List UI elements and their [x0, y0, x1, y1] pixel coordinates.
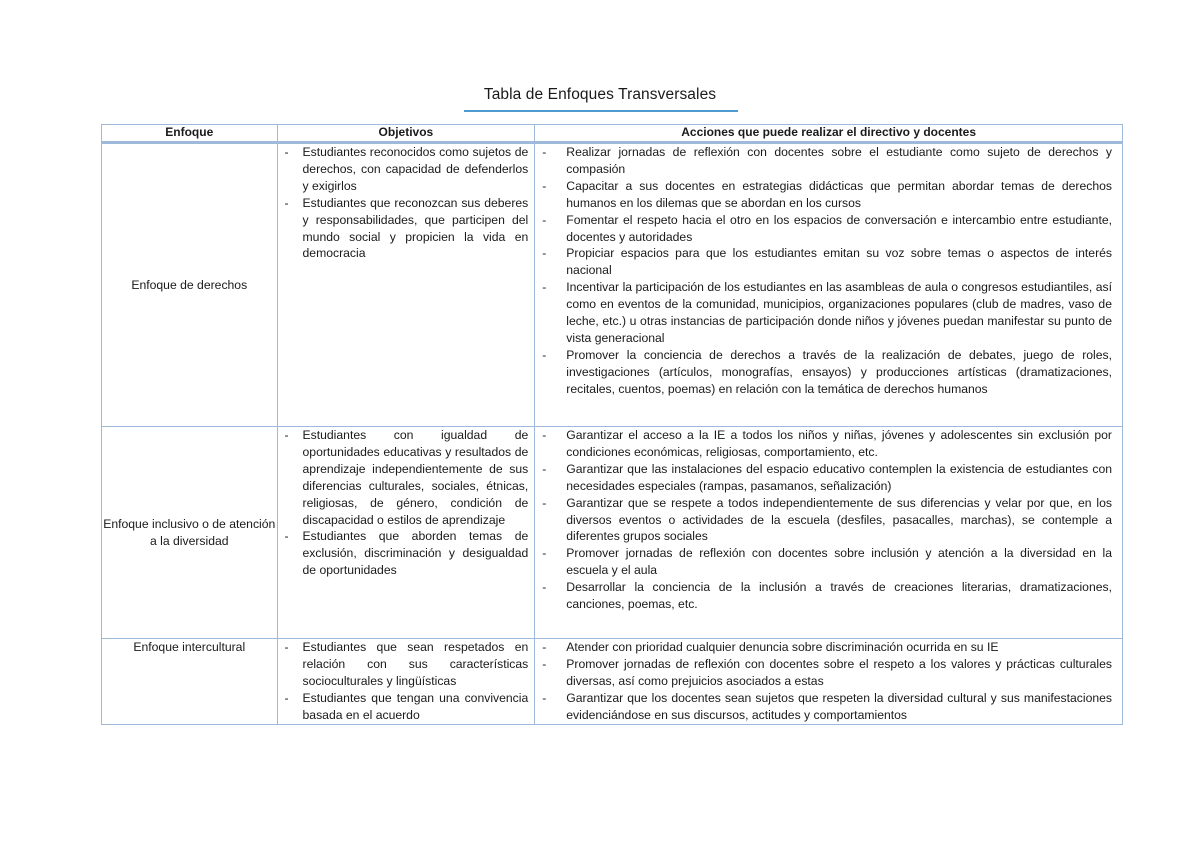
accion-item: - Promover jornadas de reflexión con docentes sobre inclusión y atención a la diversidad en la escuela y el aula — [535, 545, 1122, 579]
acciones-cell — [535, 143, 1123, 427]
header-objetivos: Objetivos — [277, 125, 535, 143]
accion-item: - Atender con prioridad cualquier denuncia sobre discriminación ocurrida en su IE — [535, 639, 1122, 656]
table-row — [102, 639, 1123, 725]
objetivo-item: - Estudiantes que tengan una convivencia basada en el acuerdo — [278, 690, 535, 724]
accion-item: - Promover la conciencia de derechos a través de la realización de debates, juego de roles, investigaciones (artículos, monografías, ensayos) y producciones artísticas (dramatizaciones, recitales, cuentos, poemas) en relación con la temática de derechos humanos — [535, 347, 1122, 398]
objetivos-cell — [277, 427, 535, 639]
table-header-row — [102, 125, 1123, 143]
accion-item: - Capacitar a sus docentes en estrategias didácticas que permitan abordar temas de derechos humanos en los dilemas que se abordan en los cursos — [535, 178, 1122, 212]
enfoque-cell: Enfoque inclusivo o de atención a la diversidad — [102, 427, 278, 639]
objetivos-cell — [277, 639, 535, 725]
objetivo-item: - Estudiantes que aborden temas de exclusión, discriminación y desigualdad de oportunidades — [278, 528, 535, 579]
title-underline — [464, 110, 738, 112]
acciones-cell — [535, 639, 1123, 725]
accion-item: - Fomentar el respeto hacia el otro en los espacios de conversación e intercambio entre estudiante, docentes y autoridades — [535, 212, 1122, 246]
objetivo-item: - Estudiantes con igualdad de oportunidades educativas y resultados de aprendizaje independientemente de sus diferencias culturales, sociales, étnicas, religiosas, de género, condición de discapacidad o estilos de aprendizaje — [278, 427, 535, 528]
enfoques-table — [101, 124, 1123, 725]
enfoque-cell: Enfoque intercultural — [102, 639, 278, 725]
header-enfoque: Enfoque — [102, 125, 278, 143]
acciones-cell — [535, 427, 1123, 639]
accion-item: - Incentivar la participación de los estudiantes en las asambleas de aula o congresos estudiantiles, así como en eventos de la comunidad, municipios, organizaciones populares (club de madres, vaso de leche, etc.) u otras instancias de participación donde niños y jóvenes puedan manifestar su punto de vista generacional — [535, 279, 1122, 347]
accion-item: - Realizar jornadas de reflexión con docentes sobre el estudiante como sujeto de derechos y compasión — [535, 144, 1122, 178]
enfoque-cell: Enfoque de derechos — [102, 143, 278, 427]
objetivo-item: - Estudiantes que sean respetados en relación con sus características socioculturales y lingüísticas — [278, 639, 535, 690]
objetivo-item: - Estudiantes que reconozcan sus deberes y responsabilidades, que participen del mundo social y propicien la vida en democracia — [278, 195, 535, 263]
accion-item: - Propiciar espacios para que los estudiantes emitan su voz sobre temas o aspectos de interés nacional — [535, 245, 1122, 279]
accion-item: - Promover jornadas de reflexión con docentes sobre el respeto a los valores y prácticas culturales diversas, así como prejuicios asociados a estas — [535, 656, 1122, 690]
accion-item: - Garantizar que los docentes sean sujetos que respeten la diversidad cultural y sus manifestaciones evidenciándose en sus discursos, actitudes y comportamientos — [535, 690, 1122, 724]
table-row — [102, 427, 1123, 639]
header-acciones: Acciones que puede realizar el directivo y docentes — [535, 125, 1123, 143]
accion-item: - Garantizar que las instalaciones del espacio educativo contemplen la existencia de estudiantes con necesidades especiales (rampas, pasamanos, señalización) — [535, 461, 1122, 495]
accion-item: - Garantizar que se respete a todos independientemente de sus diferencias y velar por que, en los diversos eventos o actividades de la escuela (desfiles, pasacalles, marchas), se contemple a diferentes grupos sociales — [535, 495, 1122, 546]
objetivo-item: - Estudiantes reconocidos como sujetos de derechos, con capacidad de defenderlos y exigirlos — [278, 144, 535, 195]
accion-item: - Desarrollar la conciencia de la inclusión a través de creaciones literarias, dramatizaciones, canciones, poemas, etc. — [535, 579, 1122, 613]
accion-item: - Garantizar el acceso a la IE a todos los niños y niñas, jóvenes y adolescentes sin exclusión por condiciones económicas, religiosas, comportamiento, etc. — [535, 427, 1122, 461]
table-row — [102, 143, 1123, 427]
document-title: Tabla de Enfoques Transversales — [483, 86, 717, 103]
objetivos-cell — [277, 143, 535, 427]
